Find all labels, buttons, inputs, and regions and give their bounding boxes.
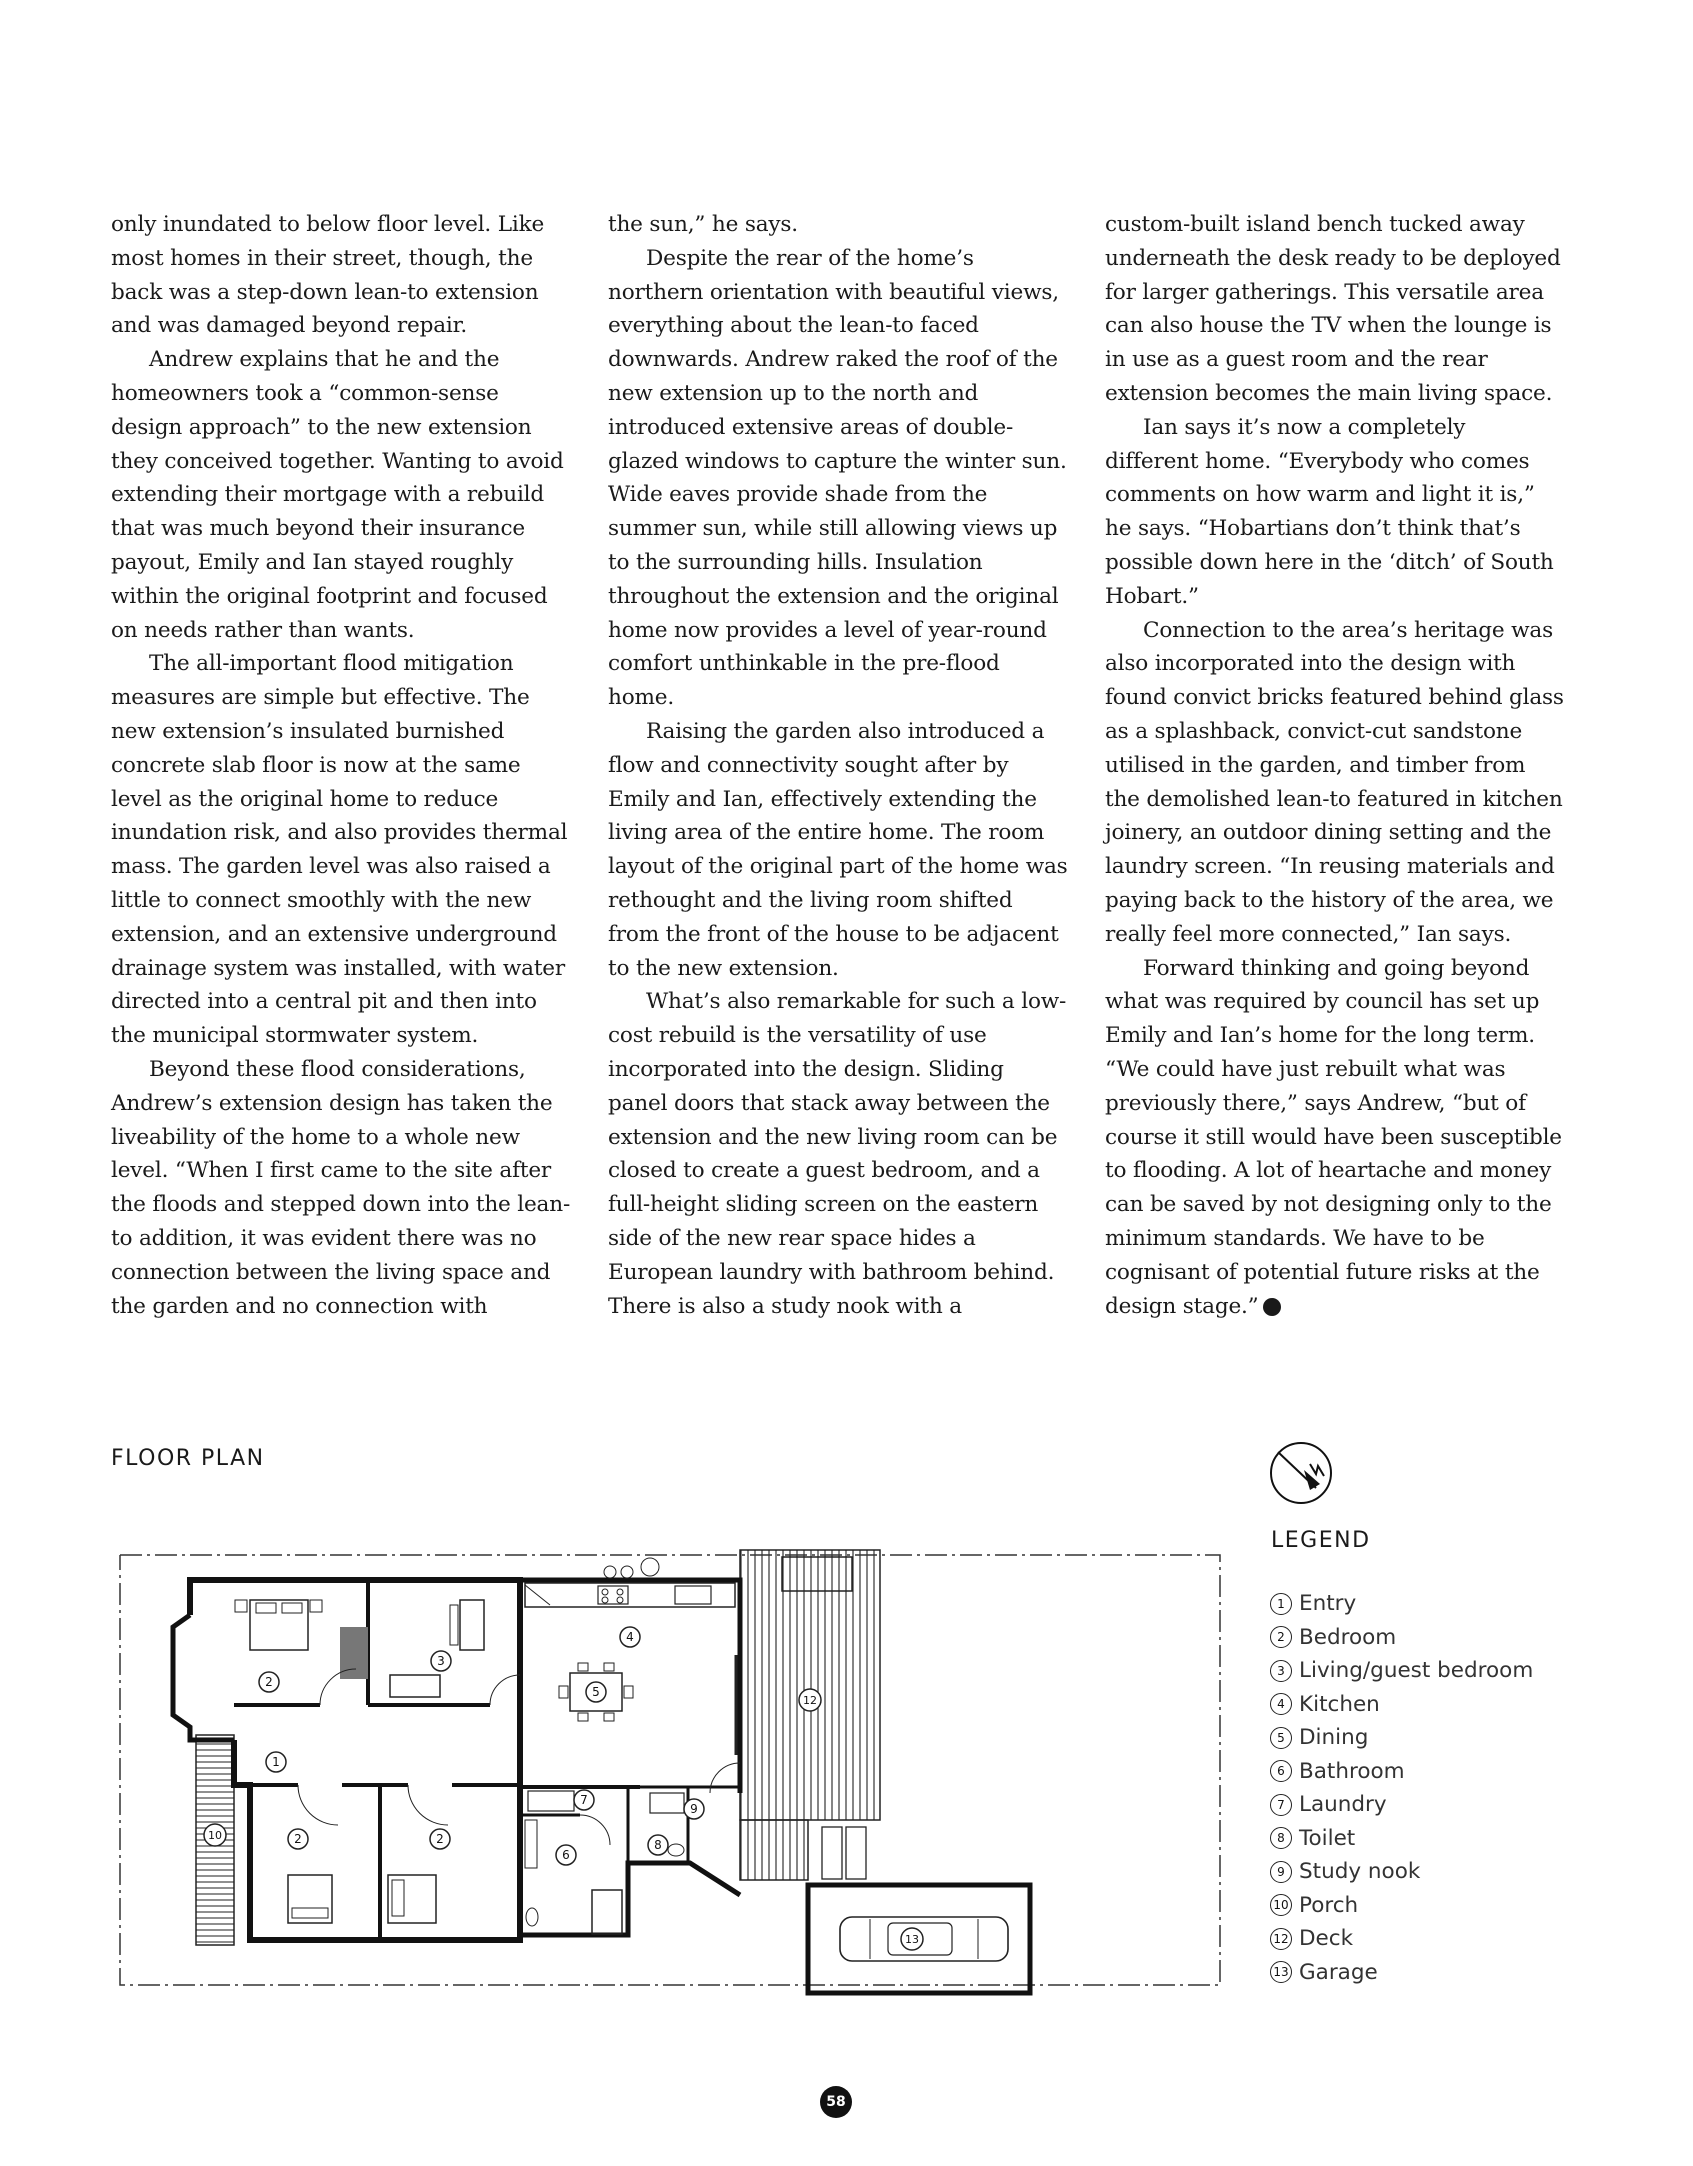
sofa (390, 1675, 440, 1697)
pillow (292, 1908, 328, 1918)
room-label-living: 3 (437, 1654, 445, 1668)
paragraph: Ian says it’s now a completely different home. “Everybody who comes comments on how warm and light it is,” he says. “Hobartians don’t think that’s possible down here in the ‘ditch’ of South Hobart.” (1105, 414, 1554, 609)
page-number: 58 (820, 2086, 852, 2118)
legend-number: 10 (1270, 1894, 1292, 1916)
room-label-bedroom: 2 (265, 1675, 273, 1689)
chair (624, 1686, 633, 1698)
bed (288, 1875, 332, 1923)
pillow (256, 1603, 276, 1613)
legend-number: 4 (1270, 1693, 1292, 1715)
legend-item (1270, 1621, 1533, 1655)
armchair (450, 1605, 458, 1645)
room-label-deck: 12 (803, 1694, 817, 1707)
outdoor-bench (822, 1827, 842, 1879)
armchair (460, 1600, 484, 1650)
legend-label: Laundry (1299, 1792, 1387, 1818)
bedside (235, 1600, 247, 1612)
legend-number: 5 (1270, 1727, 1292, 1749)
legend-item (1270, 1956, 1533, 1990)
hob (602, 1597, 608, 1603)
end-of-article-icon: S (1263, 1298, 1281, 1316)
room-label-garage: 13 (905, 1933, 919, 1946)
door-swing (580, 1815, 610, 1845)
article-column-1 (111, 208, 571, 1323)
deck-area (740, 1820, 808, 1880)
pillow (282, 1603, 302, 1613)
toilet (526, 1908, 538, 1926)
paragraph: Raising the garden also introduced a flow and connectivity sought after by Emily and Ian, effectively extending the living area of the entire home. The room layout of the original part of the home was rethought and the living room shifted from the front of the house to be adjacent to the new extension. (608, 718, 1068, 981)
paragraph: custom-built island bench tucked away underneath the desk ready to be deployed for larger gatherings. This versatile area can also house the TV when the lounge is in use as a guest room and the rear extension becomes the main living space. (1105, 212, 1561, 406)
pillow (392, 1880, 404, 1916)
legend-item (1270, 1822, 1533, 1856)
room-label-laundry: 7 (580, 1793, 588, 1807)
legend-number: 6 (1270, 1760, 1292, 1782)
pot (621, 1566, 633, 1578)
paragraph (1105, 952, 1565, 1324)
chair (604, 1663, 614, 1671)
legend-list (1270, 1587, 1533, 1989)
bed (250, 1600, 308, 1650)
house-wall (190, 1580, 520, 1787)
legend-number: 7 (1270, 1794, 1292, 1816)
legend-number: 9 (1270, 1861, 1292, 1883)
legend-label: Bedroom (1299, 1624, 1397, 1650)
bathtub (592, 1890, 622, 1934)
legend-title: LEGEND (1271, 1528, 1371, 1553)
legend-label: Porch (1299, 1892, 1359, 1918)
sink (675, 1586, 711, 1604)
article-column-3 (1105, 208, 1565, 1323)
bedside (310, 1600, 322, 1612)
legend-item (1270, 1922, 1533, 1956)
chair (578, 1713, 588, 1721)
room-label-bedroom: 2 (436, 1832, 444, 1846)
legend-number: 8 (1270, 1827, 1292, 1849)
site-boundary (120, 1555, 1220, 1985)
chair (578, 1663, 588, 1671)
extension-wall (520, 1863, 740, 1935)
room-label-kitchen: 4 (626, 1630, 634, 1644)
room-label-dining: 5 (592, 1685, 600, 1699)
toilet (668, 1844, 684, 1856)
legend-label: Study nook (1299, 1859, 1421, 1885)
room-label-study: 9 (690, 1802, 698, 1816)
study-desk (650, 1793, 684, 1813)
room-label-bedroom: 2 (294, 1832, 302, 1846)
door-swing (408, 1785, 448, 1825)
floor-plan-title: FLOOR PLAN (111, 1446, 265, 1471)
chair (604, 1713, 614, 1721)
paragraph: Andrew explains that he and the homeowners took a “common-sense design approach” to the new extension they conceived together. Wanting to avoid extending their mortgage with a rebuild that was much beyond their insurance payout, Emily and Ian stayed roughly within the original footprint and focused on needs rather than wants. (111, 347, 564, 643)
paragraph: Beyond these flood considerations, Andrew’s extension design has taken the liveability of the home to a whole new level. “When I first came to the site after the floods and stepped down into the lean-to addition, it was evident there was no connection between the living space and the garden and no connection with (111, 1056, 571, 1319)
house-wall (173, 1615, 234, 1740)
legend-number: 2 (1270, 1626, 1292, 1648)
paragraph: Connection to the area’s heritage was also incorporated into the design with found convict bricks featured behind glass as a splashback, convict-cut sandstone utilised in the garden, and timber from the demolished lean-to featured in kitchen joinery, an outdoor dining setting and the laundry screen. “In reusing materials and paying back to the history of the area, we really feel more connected,” Ian says. (1105, 617, 1564, 947)
room-label-toilet: 8 (654, 1838, 662, 1852)
legend-label: Entry (1299, 1591, 1357, 1617)
outdoor-bench (846, 1827, 866, 1879)
legend-item (1270, 1788, 1533, 1822)
legend-label: Toilet (1299, 1825, 1356, 1851)
paragraph: the sun,” he says. (608, 212, 798, 237)
legend-label: Bathroom (1299, 1758, 1405, 1784)
paragraph: only inundated to below floor level. Like most homes in their street, though, the back was a step-down lean-to extension and was damaged beyond repair. (111, 212, 545, 339)
legend-item (1270, 1889, 1533, 1923)
chair (559, 1686, 568, 1698)
hob (617, 1589, 623, 1595)
legend-label: Garage (1299, 1959, 1378, 1985)
legend-label: Living/guest bedroom (1299, 1658, 1534, 1684)
legend-label: Dining (1299, 1725, 1369, 1751)
article-column-2 (608, 208, 1068, 1323)
floor-plan-drawing (110, 1545, 1230, 2000)
legend-item (1270, 1688, 1533, 1722)
legend-label: Kitchen (1299, 1691, 1380, 1717)
legend-item (1270, 1855, 1533, 1889)
legend-number: 1 (1270, 1593, 1292, 1615)
pot (604, 1566, 616, 1578)
hob (617, 1597, 623, 1603)
paragraph: The all-important flood mitigation measures are simple but effective. The new extension’s insulated burnished concrete slab floor is now at the same level as the original home to reduce inundation risk, and also provides thermal mass. The garden level was also raised a little to connect smoothly with the new extension, and an extensive underground drainage system was installed, with water directed into a central pit and then into the municipal stormwater system. (111, 651, 568, 1049)
legend-item (1270, 1755, 1533, 1789)
legend-number: 3 (1270, 1660, 1292, 1682)
north-arrow-icon (1268, 1440, 1334, 1506)
legend-item (1270, 1721, 1533, 1755)
legend-number: 12 (1270, 1928, 1292, 1950)
legend-label: Deck (1299, 1926, 1354, 1952)
legend-number: 13 (1270, 1961, 1292, 1983)
paragraph: Despite the rear of the home’s northern orientation with beautiful views, everything about the lean-to faced downwards. Andrew raked the roof of the new extension up to the north and introduced extensive areas of double-glazed windows to capture the winter sun. Wide eaves provide shade from the summer sun, while still allowing views up to the surrounding hills. Insulation throughout the extension and the original home now provides a level of year-round comfort unthinkable in the pre-flood home. (608, 245, 1067, 711)
room-label-porch: 10 (208, 1829, 222, 1842)
room-label-bathroom: 6 (562, 1848, 570, 1862)
door-swing (298, 1785, 338, 1825)
door-swing (490, 1675, 520, 1705)
laundry-bench (528, 1791, 574, 1811)
legend-item (1270, 1587, 1533, 1621)
pot (641, 1558, 659, 1576)
door-swing (525, 1585, 550, 1605)
room-label-entry: 1 (272, 1755, 280, 1769)
vanity (525, 1820, 537, 1868)
hob (602, 1589, 608, 1595)
legend-item (1270, 1654, 1533, 1688)
paragraph: What’s also remarkable for such a low-cost rebuild is the versatility of use incorporated into the design. Sliding panel doors that stack away between the extension and the new living room can be closed to create a guest bedroom, and a full-height sliding screen on the eastern side of the new rear space hides a European laundry with bathroom behind. There is also a study nook with a (608, 989, 1067, 1319)
paragraph-text: Forward thinking and going beyond what was required by council has set up Emily and Ian’s home for the long term. “We could have just rebuilt what was previously there,” says Andrew, “but of course it still would have been susceptible to flooding. A lot of heartache and money can be saved by not designing only to the minimum standards. We have to be cognisant of potential future risks at the design stage.” (1105, 955, 1562, 1319)
